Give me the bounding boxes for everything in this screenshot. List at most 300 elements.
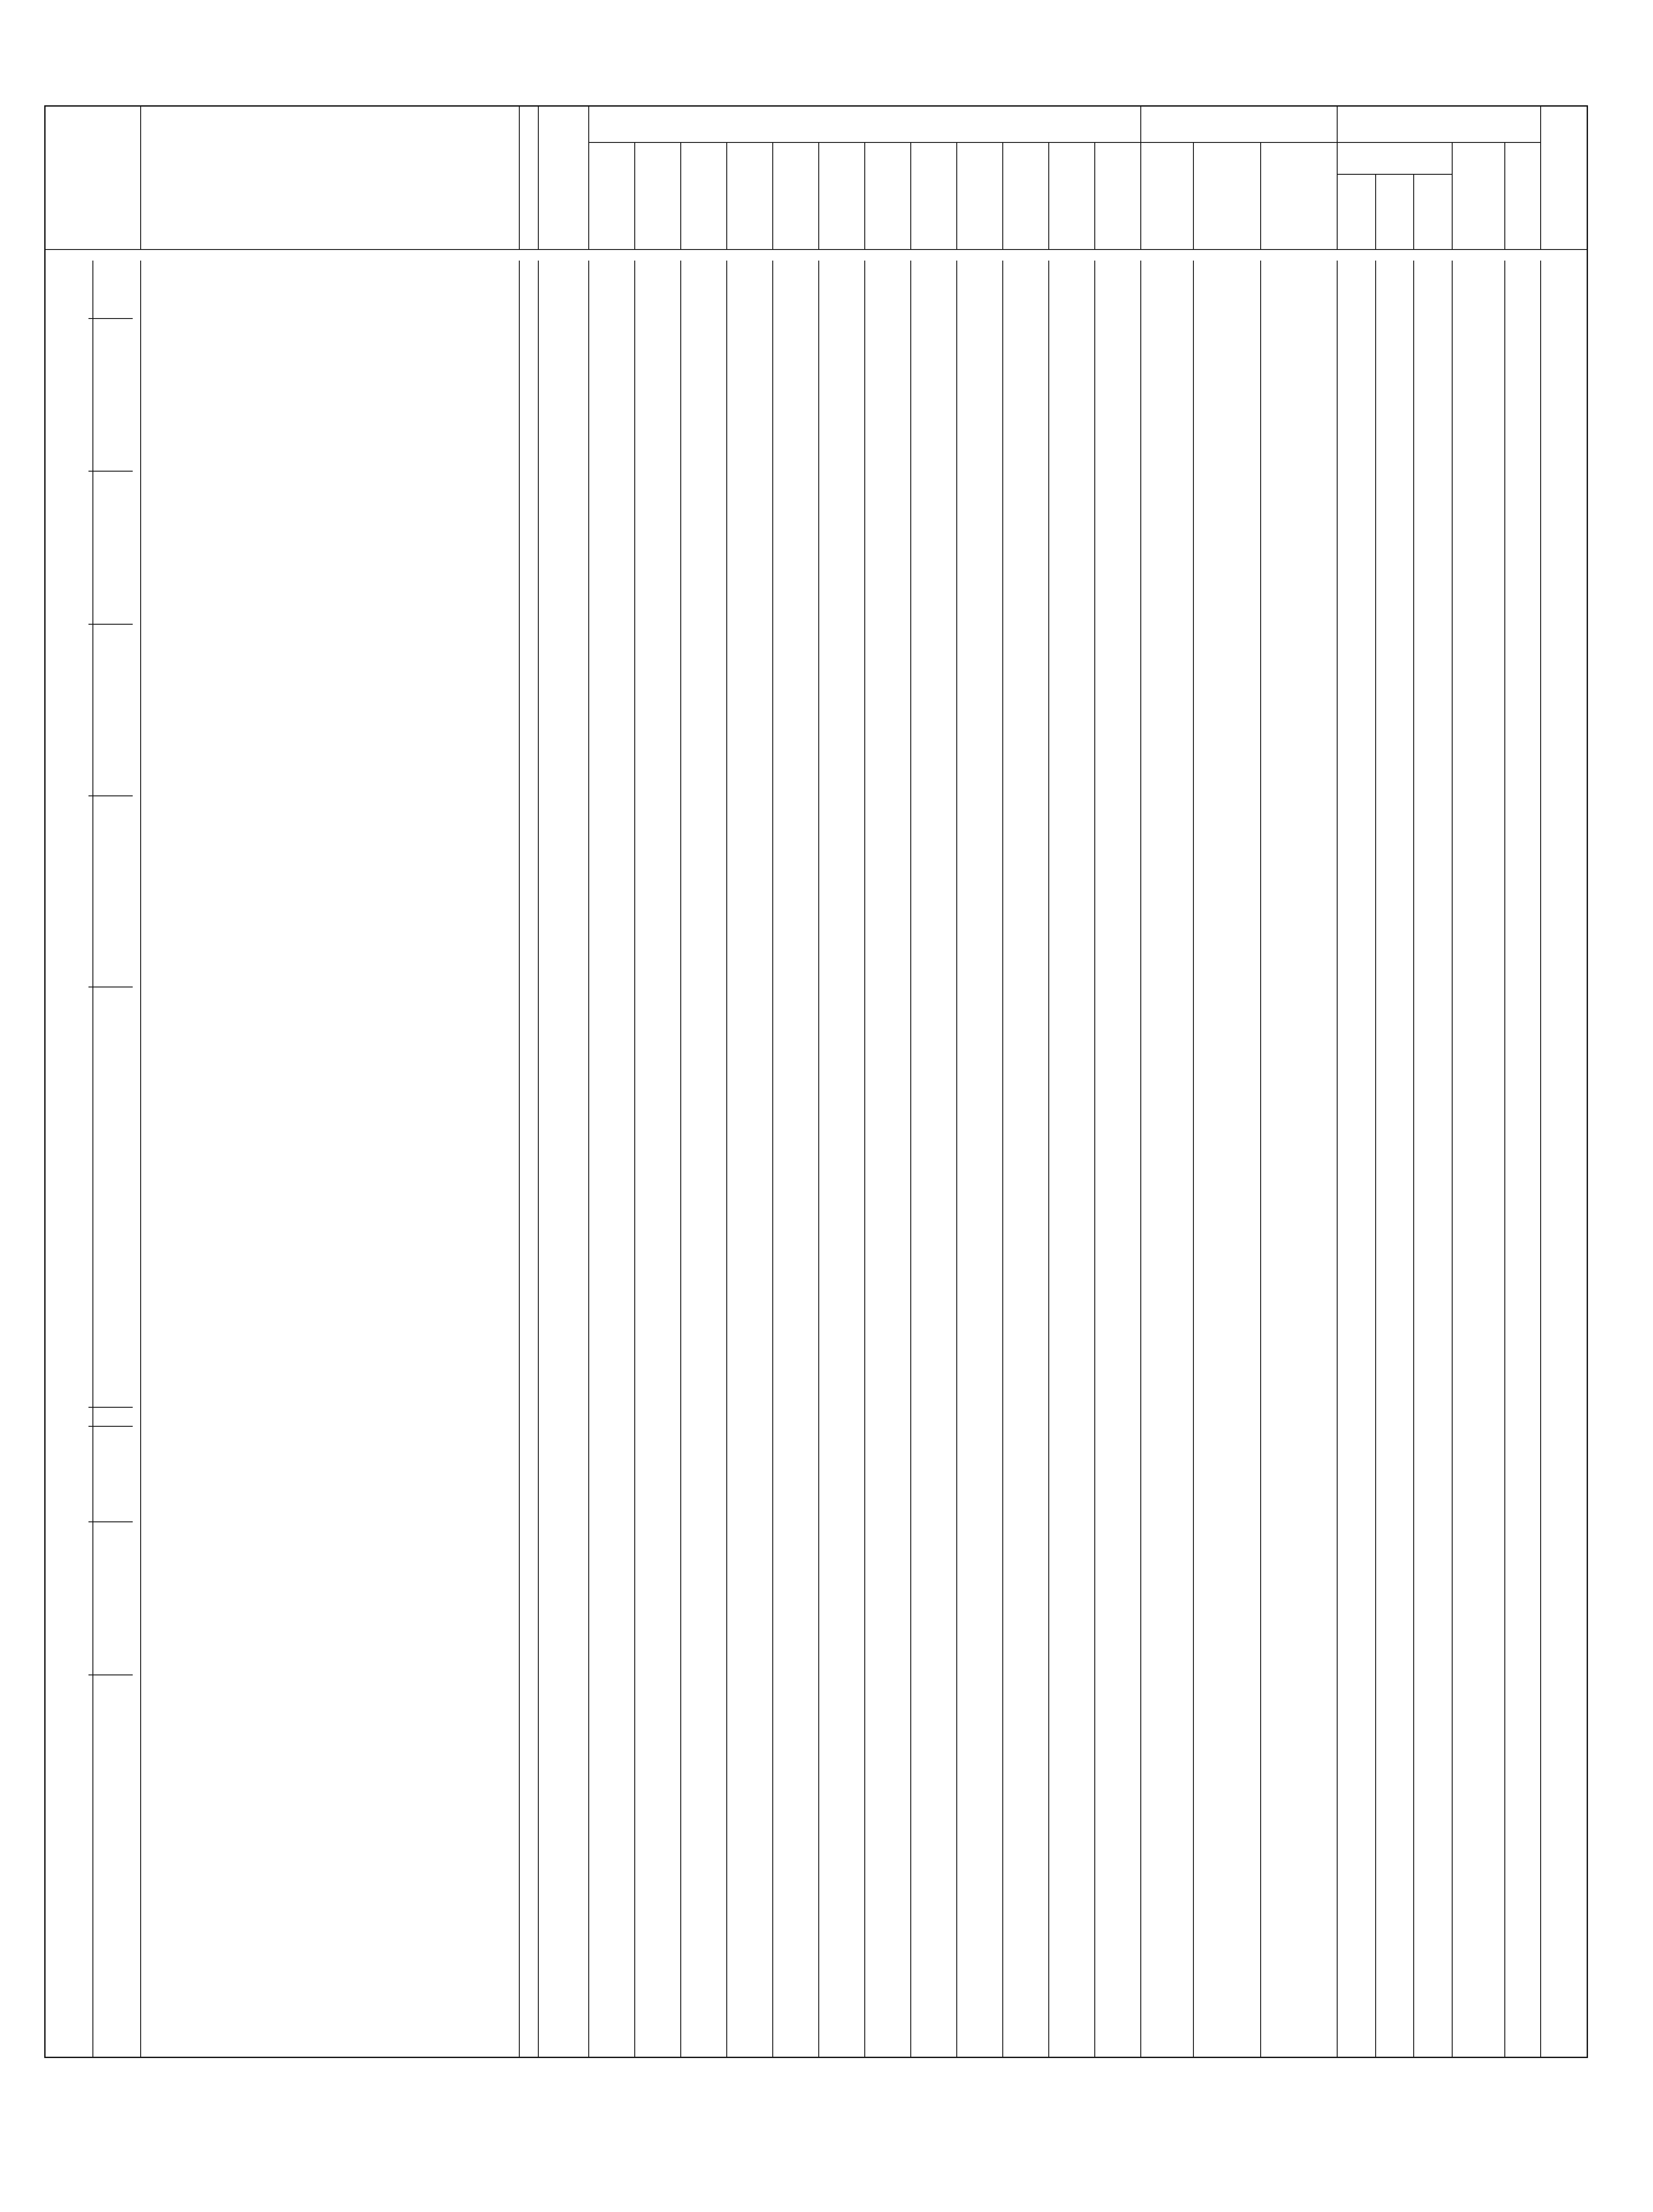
table-row [45,528,1588,547]
table-row [45,872,1588,891]
snow-days [1452,1980,1505,1999]
days-10 [1376,910,1414,929]
monthly-value [589,433,635,452]
monthly-value [681,1617,727,1636]
monthly-value [865,776,911,795]
max-daily [1193,662,1261,681]
monthly-value [635,1694,681,1713]
monthly-value [819,318,865,337]
days-10 [1376,1541,1414,1560]
monthly-value [957,2018,1003,2037]
monthly-value [1003,1655,1049,1674]
monthly-value [773,1254,819,1273]
group-cell [45,337,93,356]
monthly-value [681,814,727,833]
days-10 [1376,1885,1414,1904]
table-row [45,1120,1588,1139]
monthly-value [1003,949,1049,968]
group-cell [45,834,93,853]
annual-total [1141,1770,1193,1789]
monthly-value [727,356,773,375]
days-10 [1376,337,1414,356]
days-01 [1337,814,1376,833]
monthly-value [681,1063,727,1082]
monthly-value [819,643,865,662]
monthly-value [681,853,727,872]
thunder-days [1505,949,1541,968]
max-daily [1193,1082,1261,1101]
monthly-value [773,1655,819,1674]
max-daily [1193,471,1261,490]
thunder-days [1505,356,1541,375]
days-10 [1376,891,1414,910]
footnote-ref [519,891,538,910]
monthly-value [1003,719,1049,738]
monthly-value [681,1159,727,1178]
group-cell [45,1617,93,1636]
monthly-value [865,1617,911,1636]
station-name [141,471,519,490]
monthly-value [1049,1751,1095,1770]
annual-total [1141,1140,1193,1159]
days-10 [1376,1197,1414,1216]
days-10 [1376,1866,1414,1885]
days-01 [1337,757,1376,776]
snow-days [1452,853,1505,872]
days-01 [1337,1847,1376,1866]
station-height [538,910,589,929]
annual-total [1141,968,1193,987]
max-date [1261,1560,1337,1579]
monthly-value [1095,566,1141,585]
monthly-value [681,318,727,337]
hydro-year-total [1541,1789,1587,1808]
station-height [538,1311,589,1330]
days-01 [1337,1483,1376,1502]
monthly-value [589,356,635,375]
monthly-value [957,299,1003,318]
monthly-value [1049,528,1095,547]
monthly-value [773,1598,819,1617]
hydro-year-total [1541,738,1587,757]
footnote-ref [519,929,538,949]
days-10 [1376,662,1414,681]
max-date [1261,528,1337,547]
station-height [538,987,589,1006]
days-10 [1376,1120,1414,1139]
days-100 [1414,1655,1452,1674]
station-height [538,1407,589,1426]
monthly-value [773,624,819,643]
footnote-ref [519,681,538,700]
monthly-value [911,337,957,356]
footnote-ref [519,624,538,643]
thunder-header [1505,142,1541,250]
monthly-value [635,337,681,356]
days-01 [1337,1292,1376,1311]
group-cell [45,910,93,929]
monthly-value [727,1388,773,1407]
monthly-value [773,1980,819,1999]
monthly-value [727,1751,773,1770]
monthly-value [957,528,1003,547]
thunder-days [1505,1235,1541,1254]
days-100 [1414,814,1452,833]
monthly-value [957,987,1003,1006]
thunder-days [1505,1063,1541,1082]
max-date [1261,1732,1337,1751]
monthly-value [865,624,911,643]
hydro-year-total [1541,1311,1587,1330]
days-01 [1337,1770,1376,1789]
snow-days [1452,280,1505,299]
station-height [538,949,589,968]
monthly-value [957,624,1003,643]
monthly-value [589,1713,635,1732]
monthly-value [727,1713,773,1732]
monthly-value [727,1140,773,1159]
days-100 [1414,299,1452,318]
days-01 [1337,1120,1376,1139]
group-cell [45,433,93,452]
monthly-value [957,1904,1003,1923]
monthly-value [589,1159,635,1178]
monthly-value [635,1063,681,1082]
station-height [538,1923,589,1942]
snow-days [1452,776,1505,795]
monthly-value [911,528,957,547]
monthly-value [1003,1369,1049,1388]
annual-total [1141,1904,1193,1923]
monthly-value [773,1579,819,1598]
table-row [45,1140,1588,1159]
max-daily [1193,1120,1261,1139]
monthly-value [635,891,681,910]
monthly-value [911,1847,957,1866]
monthly-value [1049,1713,1095,1732]
monthly-value [1003,757,1049,776]
max-daily [1193,1617,1261,1636]
max-daily [1193,528,1261,547]
group-cell [45,1120,93,1139]
annual-total [1141,1445,1193,1464]
monthly-value [1049,547,1095,566]
days-01 [1337,1082,1376,1101]
monthly-value [1049,433,1095,452]
max-daily [1193,1235,1261,1254]
monthly-value [865,433,911,452]
monthly-value [681,1407,727,1426]
thunder-days [1505,1674,1541,1694]
monthly-value [727,318,773,337]
month-header-5 [773,142,819,250]
max-daily [1193,433,1261,452]
annual-total [1141,1006,1193,1025]
station-height [538,566,589,585]
station-height [538,471,589,490]
monthly-value [589,2018,635,2037]
monthly-value [727,1827,773,1846]
monthly-value [911,1235,957,1254]
monthly-value [589,1674,635,1694]
monthly-value [773,681,819,700]
monthly-value [865,1521,911,1540]
monthly-value [681,1904,727,1923]
monthly-value [1003,1483,1049,1502]
days-01 [1337,1942,1376,1961]
table-row [45,471,1588,490]
snow-days [1452,1904,1505,1923]
max-date [1261,968,1337,987]
days-100 [1414,795,1452,814]
max-date [1261,280,1337,299]
monthly-value [819,471,865,490]
monthly-value [1095,1483,1141,1502]
monthly-value [819,1311,865,1330]
max-daily [1193,1006,1261,1025]
max-date [1261,1292,1337,1311]
monthly-value [773,757,819,776]
station-height [538,643,589,662]
monthly-value [1095,1159,1141,1178]
monthly-value [635,585,681,604]
monthly-value [957,261,1003,280]
hydro-year-total [1541,1369,1587,1388]
snow-days [1452,490,1505,509]
station-height [538,1254,589,1273]
monthly-value [865,490,911,509]
monthly-value [589,1082,635,1101]
thunder-days [1505,1216,1541,1235]
thunder-days [1505,1331,1541,1350]
station-height [538,738,589,757]
monthly-value [727,490,773,509]
days-01 [1337,1751,1376,1770]
days-100 [1414,1541,1452,1560]
monthly-value [635,1369,681,1388]
table-row [45,1311,1588,1330]
hydro-year-total [1541,1598,1587,1617]
monthly-value [911,968,957,987]
monthly-value [773,1445,819,1464]
thunder-days [1505,681,1541,700]
days-01 [1337,1655,1376,1674]
max-date [1261,834,1337,853]
max-date [1261,795,1337,814]
monthly-value [819,280,865,299]
max-date [1261,604,1337,623]
monthly-value [911,604,957,623]
max-daily [1193,452,1261,471]
monthly-value [957,1235,1003,1254]
monthly-value [1003,1636,1049,1655]
monthly-value [865,1598,911,1617]
days-01 [1337,452,1376,471]
table-row [45,1464,1588,1483]
monthly-value [727,1980,773,1999]
station-height [538,1808,589,1827]
monthly-value [1095,509,1141,528]
max-date [1261,1904,1337,1923]
monthly-value [635,1751,681,1770]
group-cell [45,1560,93,1579]
monthly-value [589,1923,635,1942]
monthly-value [1095,414,1141,433]
hydro-year-total [1541,1063,1587,1082]
monthly-value [589,1063,635,1082]
monthly-value [1049,1961,1095,1980]
monthly-value [911,1732,957,1751]
days-100 [1414,490,1452,509]
days-01 [1337,585,1376,604]
monthly-value [1049,949,1095,968]
annual-total [1141,1197,1193,1216]
monthly-value [911,433,957,452]
station-height [538,509,589,528]
days-100 [1414,681,1452,700]
max-date [1261,1101,1337,1120]
monthly-value [1095,1885,1141,1904]
monthly-value [589,776,635,795]
days-10 [1376,719,1414,738]
station-height [538,1331,589,1350]
footnote-ref [519,261,538,280]
monthly-value [1049,1197,1095,1216]
snow-days [1452,1006,1505,1025]
monthly-value [1095,700,1141,719]
group-cell [45,1369,93,1388]
annual-total [1141,1350,1193,1369]
annual-total [1141,1120,1193,1139]
station-name [141,394,519,413]
days-10 [1376,566,1414,585]
days-100 [1414,719,1452,738]
monthly-value [589,337,635,356]
days-01 [1337,681,1376,700]
monthly-value [957,643,1003,662]
days-01 [1337,547,1376,566]
monthly-value [681,1847,727,1866]
snow-days [1452,1885,1505,1904]
days-10 [1376,280,1414,299]
monthly-value [589,719,635,738]
max-date [1261,1178,1337,1197]
monthly-value [819,528,865,547]
monthly-value [865,299,911,318]
snow-days [1452,1770,1505,1789]
monthly-value [1003,814,1049,833]
max-daily [1193,1063,1261,1082]
monthly-value [865,585,911,604]
monthly-value [635,1502,681,1521]
thunder-days [1505,1866,1541,1885]
days-10 [1376,776,1414,795]
annual-total [1141,1063,1193,1082]
snow-days [1452,1579,1505,1598]
monthly-value [635,1980,681,1999]
monthly-value [1003,1235,1049,1254]
max-daily [1193,929,1261,949]
station-height [538,414,589,433]
monthly-value [819,834,865,853]
monthly-value [957,566,1003,585]
monthly-value [727,1770,773,1789]
monthly-value [589,1273,635,1292]
monthly-value [1003,356,1049,375]
days-100 [1414,738,1452,757]
thunder-days [1505,1579,1541,1598]
monthly-value [957,1885,1003,1904]
days-01 [1337,872,1376,891]
hydro-year-total [1541,1101,1587,1120]
monthly-value [1095,337,1141,356]
monthly-value [819,1827,865,1846]
monthly-value [1095,834,1141,853]
monthly-value [635,987,681,1006]
station-height [538,280,589,299]
hydro-year-total [1541,318,1587,337]
days-100 [1414,1483,1452,1502]
monthly-value [819,356,865,375]
days-01 [1337,987,1376,1006]
days-10 [1376,604,1414,623]
footnote-ref [519,433,538,452]
max-daily [1193,1369,1261,1388]
monthly-value [819,1789,865,1808]
footnote-ref [519,814,538,833]
max-date [1261,2037,1337,2057]
footnote-ref [519,1140,538,1159]
monthly-value [635,490,681,509]
monthly-value [635,795,681,814]
annual-total [1141,1827,1193,1846]
monthly-value [681,1732,727,1751]
station-name [141,1101,519,1120]
max-daily [1193,1789,1261,1808]
monthly-value [727,1885,773,1904]
group-cell [45,1713,93,1732]
table-row [45,1426,1588,1445]
annual-total [1141,719,1193,738]
monthly-value [1095,1101,1141,1120]
monthly-value [865,2037,911,2057]
max-date [1261,643,1337,662]
station-name [141,624,519,643]
monthly-value [819,1197,865,1216]
station-height [538,853,589,872]
monthly-value [589,1541,635,1560]
table-row [45,968,1588,987]
group-cell [45,1407,93,1426]
hydro-year-total [1541,681,1587,700]
max-date [1261,1216,1337,1235]
footnote-ref [519,1961,538,1980]
monthly-value [819,1159,865,1178]
table-row [45,1178,1588,1197]
days-10 [1376,1904,1414,1923]
river-group-block [88,1521,133,1675]
max-date [1261,624,1337,643]
footnote-ref [519,375,538,394]
station-name [141,1159,519,1178]
monthly-value [727,910,773,929]
max-daily [1193,1541,1261,1560]
monthly-value [957,1521,1003,1540]
river-group-block [88,795,133,987]
thunder-days [1505,1140,1541,1159]
days-10 [1376,1445,1414,1464]
annual-total [1141,280,1193,299]
